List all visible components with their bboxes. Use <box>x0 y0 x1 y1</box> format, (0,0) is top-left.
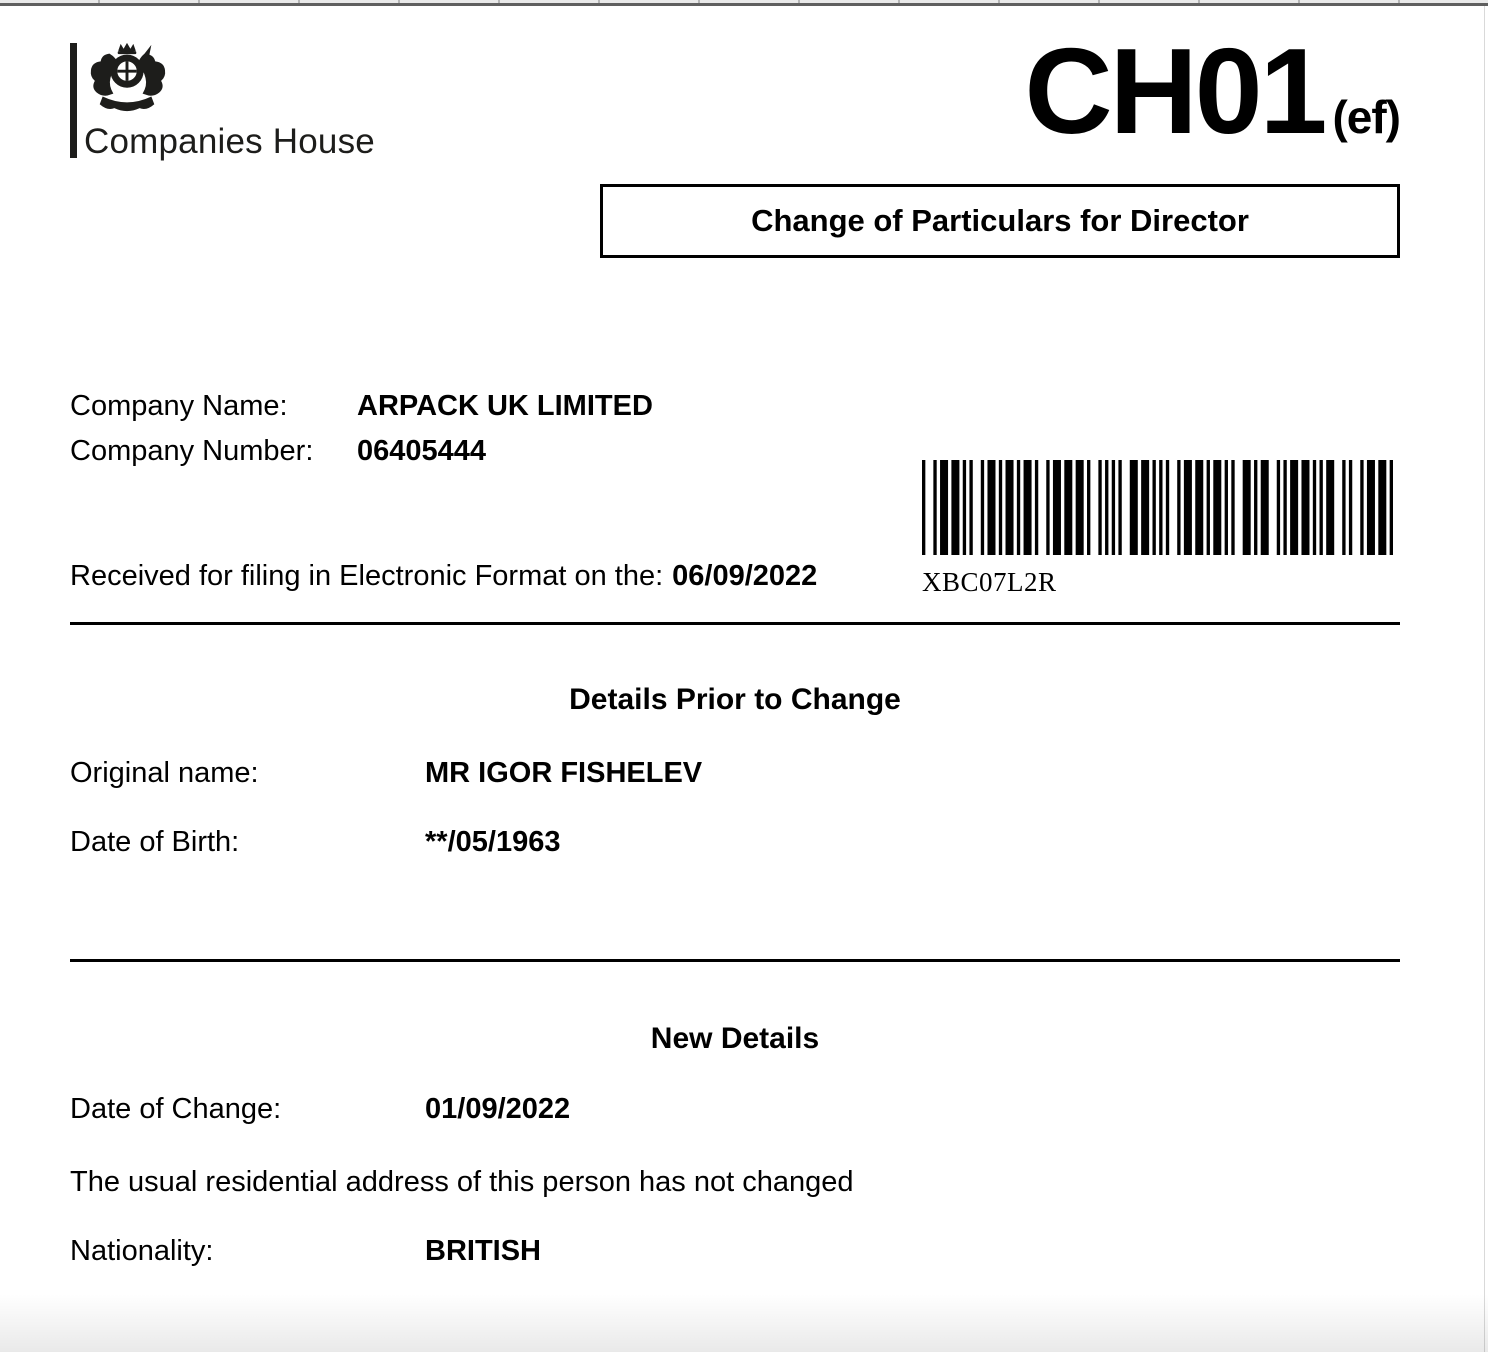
page-bottom-shadow <box>0 1294 1488 1352</box>
section-divider-2 <box>70 959 1400 962</box>
section-divider-1 <box>70 622 1400 625</box>
royal-crest-icon <box>85 39 169 120</box>
received-date: 06/09/2022 <box>672 560 818 592</box>
date-of-birth-label: Date of Birth: <box>70 826 240 858</box>
date-of-change-label: Date of Change: <box>70 1093 282 1125</box>
received-for-filing-line <box>70 560 817 593</box>
company-number-value: 06405444 <box>357 435 487 467</box>
barcode-text: XBC07L2R <box>922 567 1057 597</box>
date-of-change-value: 01/09/2022 <box>425 1093 571 1125</box>
original-name-value: MR IGOR FISHELEV <box>425 757 703 789</box>
original-name-row <box>70 757 702 790</box>
viewer-ruler-line <box>0 3 1488 6</box>
date-of-birth-row <box>70 826 560 859</box>
page-edge-line <box>1484 6 1485 1352</box>
prior-section-heading: Details Prior to Change <box>569 683 901 716</box>
form-code <box>1024 23 1400 159</box>
nationality-value: BRITISH <box>425 1235 541 1267</box>
address-unchanged-note: The usual residential address of this person has not changed <box>70 1166 854 1198</box>
company-name-label: Company Name: <box>70 390 288 422</box>
logo-vertical-bar <box>70 43 77 158</box>
companies-house-wordmark: Companies House <box>84 122 375 161</box>
new-section-heading: New Details <box>650 1022 820 1055</box>
date-of-birth-value: **/05/1963 <box>425 826 561 858</box>
date-of-change-row <box>70 1093 570 1126</box>
form-code-main: CH01 <box>1024 23 1325 159</box>
form-title-box <box>600 184 1400 258</box>
company-details <box>70 384 653 474</box>
company-number-label: Company Number: <box>70 435 314 467</box>
nationality-row <box>70 1235 541 1268</box>
received-label: Received for filing in Electronic Format on the: <box>70 560 664 592</box>
nationality-label: Nationality: <box>70 1235 214 1267</box>
filing-barcode <box>922 460 1393 598</box>
form-title: Change of Particulars for Director <box>751 203 1249 238</box>
company-name-value: ARPACK UK LIMITED <box>357 390 653 422</box>
original-name-label: Original name: <box>70 757 259 789</box>
form-code-suffix: (ef) <box>1332 91 1400 143</box>
companies-house-logo <box>70 44 470 162</box>
barcode-image <box>922 460 1393 555</box>
